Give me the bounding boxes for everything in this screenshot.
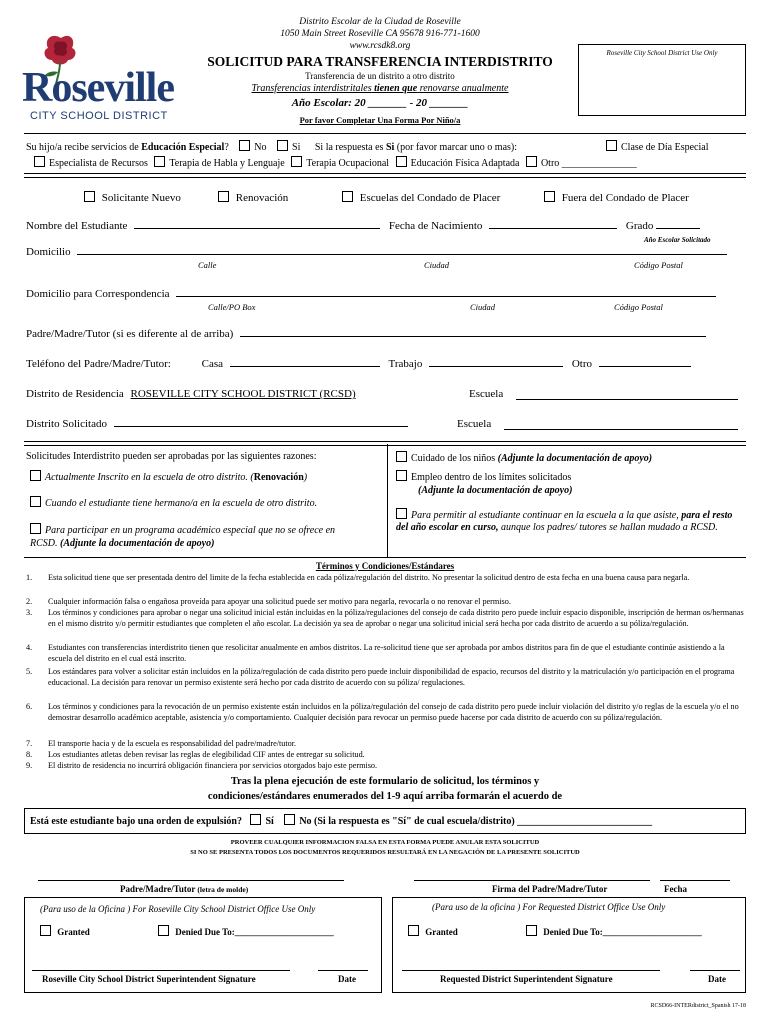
other-service-label[interactable]: Otro _______________ bbox=[540, 158, 637, 169]
renewal-label: Renovación bbox=[235, 192, 289, 204]
school-year[interactable]: Año Escolar: 20 _______ - 20 _______ bbox=[291, 97, 469, 109]
term-6: Los términos y condiciones para la revocación de un permiso existente están incluidos en la póliza/regulación del consejo de cada distrito pero puede incluir violación del distrito y/o reglas de la escuela y/o el no demostrar desarrollo académico aceptable, asistencia y/o comportamiento. Cualquier decisión para revocar un permiso puede hacerse por cada distrito de acuerdo con su póliza/regulación. bbox=[48, 702, 739, 722]
term-3: Los términos y condiciones para aprobar o negar una solicitud inicial están incluidas en la póliza/regulaciones del consejo de cada distrito pero puede incluir espacio disponible, inscripción de herman os/hermanas en el mismo distrito y/o permitir estudiantes que completen el año escolar. La decisión ya sea de aprobar o negar una solicitud inicial será hecha por cada distrito de acuerdo a su póliza/regulación. bbox=[48, 608, 744, 628]
requested-office-label: (Para uso de la oficina ) For Requested District Office Use Only bbox=[432, 902, 666, 912]
terms-closing-1: Tras la plena ejecución de este formulario de solicitud, los términos y bbox=[230, 776, 540, 787]
term-2: Cualquier información falsa o engañosa proveída para apoyar una solicitud puede ser motivo para negarla, revocarla o no renovar el permiso. bbox=[48, 597, 511, 606]
rcsd-denied-checkbox[interactable] bbox=[158, 925, 169, 936]
rcsd-signature-field[interactable] bbox=[32, 970, 290, 971]
mailing-label: Domicilio para Correspondencia bbox=[26, 288, 170, 300]
parent-name-field[interactable] bbox=[38, 880, 344, 881]
parent-date-caption: Fecha bbox=[664, 884, 687, 894]
special-ed-question: Su hijo/a recibe servicios de Educación Especial? bbox=[26, 142, 229, 153]
special-ed-si-checkbox[interactable] bbox=[277, 140, 288, 151]
rcsd-date-field[interactable] bbox=[318, 970, 368, 971]
parent-name-caption: Padre/Madre/Tutor (letra de molde) bbox=[120, 884, 249, 894]
home-phone-label: Casa bbox=[201, 358, 223, 370]
terms-closing-2: condiciones/estándares enumerados del 1-9 aquí arriba formarán el acuerdo de bbox=[207, 791, 563, 802]
address-label: Domicilio bbox=[26, 246, 71, 258]
expulsion-question: Está este estudiante bajo una orden de expulsión? bbox=[30, 816, 242, 827]
outside-placer-checkbox[interactable] bbox=[544, 191, 555, 202]
expulsion-si-label: Sí bbox=[265, 816, 274, 827]
warning-false-info: PROVEER CUALQUIER INFORMACION FALSA EN ESTA FORMA PUEDE ANULAR ESTA SOLICITUD bbox=[230, 839, 540, 846]
expulsion-no-checkbox[interactable] bbox=[284, 814, 295, 825]
warning-documents: SI NO SE PRESENTA TODOS LOS DOCUMENTOS REQUERIDOS RESULTARÁ EN LA NEGACIÓN DE LA PRESENTE SOLICITUD bbox=[190, 849, 580, 856]
reason-sibling-checkbox[interactable] bbox=[30, 496, 41, 507]
placer-county-checkbox[interactable] bbox=[342, 191, 353, 202]
reason-employment: Empleo dentro de los límites solicitados (Adjunte la documentación de apoyo) bbox=[396, 470, 736, 497]
req-date-field[interactable] bbox=[690, 970, 740, 971]
district-name: Distrito Escolar de la Ciudad de Roseville bbox=[299, 17, 461, 27]
grade-field[interactable] bbox=[656, 228, 700, 229]
complete-note: Por favor Completar Una Forma Por Niño/a bbox=[299, 115, 461, 125]
reason-childcare: Cuidado de los niños (Adjunte la documentación de apoyo) bbox=[396, 451, 736, 464]
term-1: Esta solicitud tiene que ser presentada dentro del limite de la fecha establecida en cada póliza/regulación del distrito. No presentar la solicitud dentro de esta fecha en una buena causa para negarla. bbox=[48, 573, 690, 582]
logo-wordmark: Roseville bbox=[22, 65, 174, 111]
parent-signature-field[interactable] bbox=[414, 880, 650, 881]
grade-label: Grado bbox=[625, 220, 654, 232]
city2-caption: Ciudad bbox=[470, 302, 496, 312]
work-phone-label: Trabajo bbox=[388, 358, 423, 370]
reason-program-checkbox[interactable] bbox=[30, 523, 41, 534]
office-use-label: Roseville City School District Use Only bbox=[606, 49, 718, 57]
reason-sibling: Cuando el estudiante tiene hermano/a en la escuela de otro distrito. bbox=[30, 496, 370, 509]
rcsd-denied-label[interactable]: Denied Due To:______________________ bbox=[175, 927, 334, 937]
requested-school-label: Escuela bbox=[457, 418, 492, 430]
form-code: RCSD66-INTERdistrict_Spanish 17-18 bbox=[650, 1003, 746, 1009]
parent-label: Padre/Madre/Tutor (si es diferente al de arriba) bbox=[26, 328, 234, 340]
pobox-caption: Calle/PO Box bbox=[208, 302, 256, 312]
rcsd-office-label: (Para uso de la Oficina ) For Roseville City School District Office Use Only bbox=[40, 904, 316, 914]
day-class-label: Clase de Día Especial bbox=[621, 142, 709, 153]
parent-field[interactable] bbox=[240, 336, 706, 337]
occupational-therapy-checkbox[interactable] bbox=[291, 156, 302, 167]
street-caption: Calle bbox=[198, 260, 217, 270]
new-applicant-checkbox[interactable] bbox=[84, 191, 95, 202]
requested-school-field[interactable] bbox=[504, 429, 738, 430]
reason-continue-checkbox[interactable] bbox=[396, 508, 407, 519]
logo bbox=[22, 30, 212, 126]
other-phone-field[interactable] bbox=[599, 366, 691, 367]
term-5: Los estándares para volver a solicitar están incluidos en la póliza/regulación de cada distrito pero puede incluir disponibilidad de espacio, recursos del distrito y la matriculación y/o participación en el programa educacional. La decisión para renovar un permiso existente será hecho por cada distrito de acuerdo con su póliza/ regulaciones. bbox=[48, 667, 735, 687]
address-field[interactable] bbox=[77, 254, 727, 255]
other-service-checkbox[interactable] bbox=[526, 156, 537, 167]
resource-specialist-checkbox[interactable] bbox=[34, 156, 45, 167]
day-class-checkbox[interactable] bbox=[606, 140, 617, 151]
reasons-heading: Solicitudes Interdistrito pueden ser aprobadas por las siguientes razones: bbox=[26, 451, 317, 462]
speech-therapy-checkbox[interactable] bbox=[154, 156, 165, 167]
expulsion-si-checkbox[interactable] bbox=[250, 814, 261, 825]
grade-note: Año Escolar Solicitado bbox=[644, 236, 711, 244]
req-denied-label[interactable]: Denied Due To:______________________ bbox=[543, 927, 702, 937]
form-subtitle: Transferencia de un distrito a otro distrito bbox=[305, 71, 455, 81]
work-phone-field[interactable] bbox=[429, 366, 563, 367]
reason-continue: Para permitir al estudiante continuar en la escuela a la que asiste, para el resto del año escolar en curso, aunque los padres/ tutores se hallan mudado a RCSD. bbox=[396, 510, 733, 533]
zip2-caption: Código Postal bbox=[614, 302, 663, 312]
adapted-pe-label: Educación Física Adaptada bbox=[410, 158, 520, 169]
resource-specialist-label: Especialista de Recursos bbox=[49, 158, 148, 169]
zip-caption: Código Postal bbox=[634, 260, 683, 270]
adapted-pe-checkbox[interactable] bbox=[396, 156, 407, 167]
reason-program: Para participar en un programa académico especial que no se ofrece en RCSD. (Adjunte la documentación de apoyo) bbox=[30, 525, 336, 549]
residence-district-value[interactable]: ROSEVILLE CITY SCHOOL DISTRICT (RCSD) bbox=[130, 388, 356, 400]
renewal-checkbox[interactable] bbox=[218, 191, 229, 202]
special-ed-si-label: Si bbox=[292, 142, 301, 153]
parent-signature-caption: Firma del Padre/Madre/Tutor bbox=[492, 884, 608, 894]
district-website[interactable]: www.rcsdk8.org bbox=[349, 41, 411, 51]
mailing-field[interactable] bbox=[176, 296, 716, 297]
term-8: Los estudiantes atletas deben revisar las reglas de elegibilidad CIF antes de entregar su solicitud. bbox=[48, 750, 365, 759]
special-ed-if-yes: Si la respuesta es Si (por favor marcar uno o mas): bbox=[314, 142, 518, 153]
parent-date-field[interactable] bbox=[660, 880, 730, 881]
special-ed-no-label: No bbox=[254, 142, 267, 153]
speech-therapy-label: Terapia de Habla y Lenguaje bbox=[169, 158, 285, 169]
student-name-label: Nombre del Estudiante bbox=[26, 220, 128, 232]
req-signature-caption: Requested District Superintendent Signature bbox=[440, 974, 613, 984]
term-4: Estudiantes con transferencias interdistrito tienen que resolicitar anualmente en ambos distritos. La re-solicitud tiene que ser aprobada por ambos distritos para fin de que el estudiante continúe asistiendo a la escuela del distrito en el cual está inscrito. bbox=[48, 643, 725, 663]
district-address: 1050 Main Street Roseville CA 95678 916-771-1600 bbox=[280, 29, 480, 39]
outside-placer-label: Fuera del Condado de Placer bbox=[561, 192, 689, 204]
logo-subtitle: CITY SCHOOL DISTRICT bbox=[30, 110, 168, 122]
phone-label: Teléfono del Padre/Madre/Tutor: bbox=[26, 358, 171, 370]
residence-school-field[interactable] bbox=[516, 399, 738, 400]
req-denied-checkbox[interactable] bbox=[526, 925, 537, 936]
expulsion-no-label[interactable]: No (Si la respuesta es "Sí" de cual escuela/distrito) ___________________________ bbox=[299, 816, 653, 827]
req-granted-label: Granted bbox=[425, 927, 458, 937]
special-ed-no-checkbox[interactable] bbox=[239, 140, 250, 151]
term-7: El transporte hacia y de la escuela es responsabilidad del padre/madre/tutor. bbox=[48, 739, 297, 748]
reason-childcare-checkbox[interactable] bbox=[396, 451, 407, 462]
terms-heading: Términos y Condiciones/Estándares bbox=[315, 561, 455, 571]
requested-district-label: Distrito Solicitado bbox=[26, 418, 107, 430]
requested-district-field[interactable] bbox=[114, 426, 408, 427]
term-9: El distrito de residencia no incurrirá obligación financiera por servicios otorgados bajo este permiso. bbox=[48, 761, 378, 770]
reason-renewal: Actualmente Inscrito en la escuela de otro distrito. (Renovación) bbox=[30, 470, 370, 483]
home-phone-field[interactable] bbox=[230, 366, 380, 367]
req-signature-field[interactable] bbox=[402, 970, 660, 971]
rcsd-granted-label: Granted bbox=[57, 927, 90, 937]
req-date-caption: Date bbox=[708, 974, 726, 984]
residence-district-label: Distrito de Residencia bbox=[26, 388, 124, 400]
student-name-field[interactable] bbox=[134, 228, 380, 229]
reason-employment-checkbox[interactable] bbox=[396, 470, 407, 481]
rcsd-date-caption: Date bbox=[338, 974, 356, 984]
renew-note: Transferencias interdistritales tienen que renovarse anualmente bbox=[251, 83, 509, 94]
placer-county-label: Escuelas del Condado de Placer bbox=[359, 192, 501, 204]
form-title: SOLICITUD PARA TRANSFERENCIA INTERDISTRITO bbox=[207, 54, 553, 69]
dob-field[interactable] bbox=[489, 228, 617, 229]
dob-label: Fecha de Nacimiento bbox=[388, 220, 483, 232]
occupational-therapy-label: Terapia Ocupacional bbox=[306, 158, 390, 169]
other-phone-label: Otro bbox=[571, 358, 592, 370]
rcsd-signature-caption: Roseville City School District Superintendent Signature bbox=[42, 974, 256, 984]
office-use-box bbox=[578, 44, 746, 116]
rcsd-granted-checkbox[interactable] bbox=[40, 925, 51, 936]
reason-renewal-checkbox[interactable] bbox=[30, 470, 41, 481]
city-caption: Ciudad bbox=[424, 260, 450, 270]
req-granted-checkbox[interactable] bbox=[408, 925, 419, 936]
residence-school-label: Escuela bbox=[469, 388, 504, 400]
new-applicant-label: Solicitante Nuevo bbox=[101, 192, 181, 204]
